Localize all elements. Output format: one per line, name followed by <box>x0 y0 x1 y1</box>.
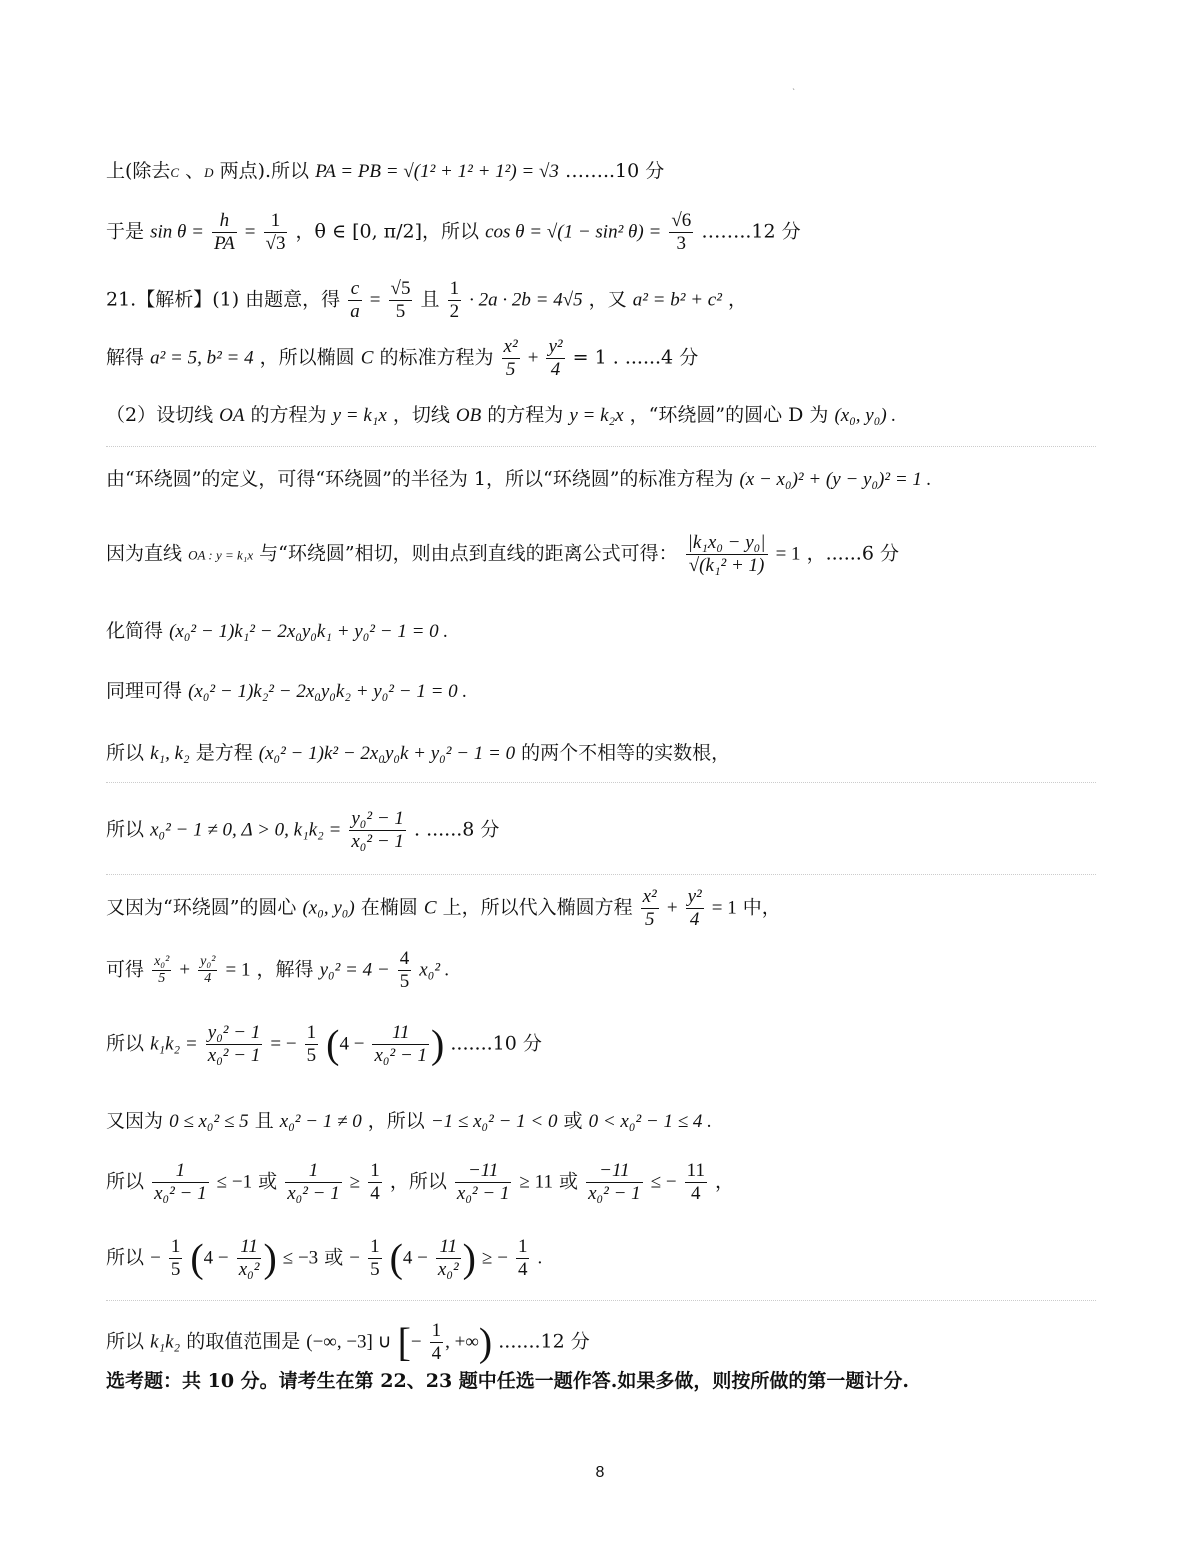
line-6 <box>106 470 931 489</box>
fraction: $\frac{1}{\text{x₀² − 1}}$ <box>287 1160 340 1204</box>
line-13: 可得 $\frac{\text{x₀²}}{5}$ + $\frac{\text{y₀²}}{4}$ = 1 ，解得 y₀² = 4 − $\frac{4}{5}$ x₀² . <box>106 948 450 992</box>
fraction: $\frac{1}{5}$ <box>370 1236 380 1280</box>
math: (x₀, y₀) . <box>834 405 897 426</box>
fraction: $\frac{√6}{3}$ <box>671 210 692 254</box>
text: 上，所以代入椭圆方程 <box>442 896 633 919</box>
math: sin θ = <box>150 221 204 243</box>
line-1 <box>106 162 664 181</box>
math: , +∞ <box>445 1331 479 1353</box>
text: 可得 <box>106 958 145 981</box>
text: ， <box>715 1170 735 1193</box>
fraction: $\frac{h}{PA}$ <box>213 210 235 254</box>
fraction: $\frac{-11}{\text{x₀² − 1}}$ <box>588 1160 641 1204</box>
text: 上(除去 <box>106 160 171 182</box>
math: − <box>150 1247 161 1269</box>
text: 所以 <box>106 742 145 764</box>
line-5 <box>106 406 896 425</box>
text: 在椭圆 <box>360 896 418 919</box>
math: OA : y = k₁x <box>188 547 254 563</box>
text: 的两个不相等的实数根， <box>521 742 731 764</box>
math: k₁k₂ <box>150 1331 181 1353</box>
top-mark: ` <box>792 88 796 97</box>
fraction: $\frac{1}{2}$ <box>449 278 460 322</box>
math: (x − x₀)² + (y − y₀)² = 1 . <box>739 469 932 490</box>
fraction: $\frac{\text{y²}}{4}$ <box>687 886 702 930</box>
line-12: 又因为“环绕圆”的圆心 (x₀, y₀) 在椭圆 C 上，所以代入椭圆方程 $\frac{\text{x²}}{5}$ + $\frac{\text{y²}}{4}$ = 1 中， <box>106 886 781 930</box>
math: y₀² = 4 − <box>319 959 390 981</box>
text: ，切线 <box>392 404 450 426</box>
text: 或 <box>563 1110 583 1132</box>
line-11 <box>106 808 499 853</box>
score-note: .......10 分 <box>450 1032 542 1055</box>
fraction: $\frac{\text{y₀² − 1}}{\text{x₀² − 1}}$ <box>351 808 404 852</box>
text: 又因为 <box>106 1110 164 1132</box>
text: 由“环绕圆”的定义，可得“环绕圆”的半径为 1，所以“环绕圆”的标准方程为 <box>106 468 734 490</box>
text: 或 <box>258 1170 278 1193</box>
math: 0 < x₀² − 1 ≤ 4 . <box>588 1111 712 1132</box>
text: ，又 <box>588 288 627 311</box>
math: (x₀² − 1)k₂² − 2x₀y₀k₂ + y₀² − 1 = 0 . <box>188 681 468 702</box>
text: 的方程为 <box>250 404 327 426</box>
math: k₁, k₂ <box>150 743 190 764</box>
text: 所以 <box>106 1032 145 1055</box>
text: 、 <box>179 160 205 182</box>
text: 或 <box>559 1170 579 1193</box>
line-2: 于是 sin θ = $\frac{h}{PA}$ = $\frac{1}{√3}$ ，θ ∈ [0, π/2]，所以 cos θ = √(1 − sin² θ) = $\frac{√6}{3}$ ……..12 分 <box>106 210 801 254</box>
math: (x₀² − 1)k₁² − 2x₀y₀k₁ + y₀² − 1 = 0 . <box>169 621 449 642</box>
score-note: ，......6 分 <box>806 542 899 565</box>
fraction: $\frac{1}{4}$ <box>370 1160 380 1204</box>
math: D <box>204 165 214 180</box>
math: ≤ −1 <box>216 1171 253 1193</box>
text: 且 <box>420 288 440 311</box>
line-14: 所以 k₁k₂ = $\frac{\text{y₀² − 1}}{\text{x₀² − 1}}$ = − $\frac{1}{5}$ (4 − $\frac{11}{\text{x₀² − 1}}$ ) .......10 分 <box>106 1021 542 1067</box>
score-note: .......12 分 <box>498 1330 590 1353</box>
math: −1 ≤ x₀² − 1 < 0 <box>430 1111 558 1132</box>
fraction: $\frac{\text{x₀²}}{5}$ <box>154 953 170 986</box>
math: OA <box>219 405 245 426</box>
fraction: $\frac{1}{4}$ <box>431 1320 442 1364</box>
fraction: $\frac{\text{x²}}{5}$ <box>642 886 657 930</box>
text: 同理可得 <box>106 680 183 702</box>
q21-line: 21.【解析】(1) 由题意，得 $\frac{c}{a}$ = $\frac{√5}{5}$ 且 $\frac{1}{2}$ · 2a · 2b = 4√5 ，又 a² = b² + c² ， <box>106 278 747 322</box>
text: ，所以椭圆 <box>259 346 355 369</box>
score-note: = 1 . ......4 分 <box>572 346 699 369</box>
fraction: $\frac{-11}{\text{x₀² − 1}}$ <box>456 1160 510 1204</box>
math: y = k₁x <box>332 405 387 426</box>
fraction: $\frac{4}{5}$ <box>399 948 410 992</box>
fraction: $\frac{11}{\text{x₀² − 1}}$ <box>374 1022 428 1066</box>
math: (x₀, y₀) <box>302 897 355 919</box>
line-15 <box>106 1112 712 1131</box>
text: 的方程为 <box>487 404 564 426</box>
math: C <box>360 347 374 369</box>
text: 中， <box>742 896 781 919</box>
math: y = k₂x <box>569 405 624 426</box>
line-10 <box>106 744 730 763</box>
math: ≥ − <box>482 1247 508 1269</box>
text: 的取值范围是 <box>186 1330 301 1353</box>
math: x₀² . <box>419 959 450 981</box>
math: k₁k₂ = <box>150 1033 198 1055</box>
divider <box>106 874 1096 875</box>
fraction: $\frac{11}{4}$ <box>686 1160 705 1204</box>
line-8 <box>106 622 448 641</box>
math: x₀² − 1 ≠ 0, Δ > 0, k₁k₂ = <box>150 819 342 841</box>
math: = 1 <box>775 543 801 565</box>
math: = 1 <box>711 897 737 919</box>
fraction: $\frac{1}{5}$ <box>170 1236 181 1280</box>
text: 与“环绕圆”相切，则由点到直线的距离公式可得： <box>259 542 678 565</box>
math: 4 − <box>402 1247 428 1269</box>
line-17: 所以 − $\frac{1}{5}$ (4 − $\frac{11}{\text{x₀²}}$ ) ≤ −3 或 − $\frac{1}{5}$ (4 − $\frac{11}{\text{x₀²}}$ ) ≥ − $\frac{1}{4}$ . <box>106 1235 543 1281</box>
page-number: 8 <box>595 1464 605 1481</box>
math: ≤ −3 <box>282 1247 319 1269</box>
text: 所以 <box>106 818 145 841</box>
text: ， <box>727 288 747 311</box>
fraction: $\frac{1}{\text{x₀² − 1}}$ <box>154 1160 207 1204</box>
math: = − <box>270 1033 297 1055</box>
math: (x₀² − 1)k² − 2x₀y₀k + y₀² − 1 = 0 <box>258 743 516 764</box>
fraction: $\frac{c}{a}$ <box>350 278 360 322</box>
math: 4 − <box>339 1033 365 1055</box>
math: · 2a · 2b = 4√5 <box>469 289 583 311</box>
fraction: $\frac{11}{\text{x₀²}}$ <box>437 1236 459 1280</box>
text: ，所以 <box>389 1170 447 1193</box>
line-9 <box>106 682 467 701</box>
math: − <box>349 1247 361 1269</box>
fraction: $\frac{√5}{5}$ <box>390 278 411 322</box>
math: ≤ − <box>650 1171 677 1193</box>
fraction: $\frac{1}{√3}$ <box>265 210 286 254</box>
math: a² = b² + c² <box>632 289 722 311</box>
score-note: ……..12 分 <box>701 220 801 243</box>
fraction: $\frac{1}{5}$ <box>306 1022 317 1066</box>
fraction: $\frac{11}{\text{x₀²}}$ <box>238 1236 260 1280</box>
fraction: $\frac{\text{|k₁x₀ − y₀|}}{\text{√(k₁² + 1)}}$ <box>687 532 766 576</box>
text: 所以 <box>106 1246 145 1269</box>
text: 因为直线 <box>106 542 183 565</box>
text: 的标准方程为 <box>379 346 494 369</box>
score-note: ……..10 分 <box>564 160 665 182</box>
fraction: $\frac{\text{y₀² − 1}}{\text{x₀² − 1}}$ <box>207 1022 261 1066</box>
text: 所以 <box>106 1330 145 1353</box>
fraction: $\frac{\text{x²}}{5}$ <box>503 336 518 380</box>
divider <box>106 1300 1096 1301</box>
math: . <box>537 1247 543 1269</box>
math-pa-pb: PA = PB = √(1² + 1² + 1²) = √3 <box>315 161 559 182</box>
math: C <box>423 897 437 919</box>
divider <box>106 782 1096 783</box>
text: 或 <box>324 1246 344 1269</box>
math: 4 − <box>203 1247 229 1269</box>
math: ≥ 11 <box>519 1171 553 1193</box>
divider <box>106 446 1096 447</box>
text: 且 <box>254 1110 274 1132</box>
fraction: $\frac{\text{y²}}{4}$ <box>548 336 563 380</box>
text: 两点).所以 <box>213 160 310 182</box>
text: ，θ ∈ [0, π/2]，所以 <box>295 220 480 243</box>
math: 0 ≤ x₀² ≤ 5 <box>169 1111 249 1132</box>
math: (−∞, −3] ∪ <box>306 1331 392 1353</box>
math: OB <box>455 405 482 426</box>
math: cos θ = √(1 − sin² θ) = <box>485 221 662 243</box>
text: 21.【解析】(1) 由题意，得 <box>106 288 341 311</box>
math: x₀² − 1 ≠ 0 <box>279 1111 362 1132</box>
fraction: $\frac{1}{4}$ <box>517 1236 528 1280</box>
text: （2）设切线 <box>106 404 214 426</box>
fraction: $\frac{\text{y₀²}}{4}$ <box>200 953 216 986</box>
math: C <box>170 165 180 180</box>
math: ≥ <box>349 1171 361 1193</box>
elective-note <box>106 1372 909 1391</box>
math: = 1 <box>225 959 251 981</box>
text: 又因为“环绕圆”的圆心 <box>106 896 297 919</box>
math: a² = 5, b² = 4 <box>150 347 254 369</box>
math: − <box>410 1331 422 1353</box>
text: ，“环绕圆”的圆心 D 为 <box>629 404 829 426</box>
text: 所以 <box>106 1170 145 1193</box>
text: ，解得 <box>256 958 314 981</box>
text: 选考题：共 10 分。请考生在第 22、23 题中任选一题作答.如果多做，则按所做的第一题计分. <box>106 1370 910 1392</box>
text: 化简得 <box>106 620 164 642</box>
line-16 <box>106 1160 734 1205</box>
line-4: 解得 a² = 5, b² = 4 ，所以椭圆 C 的标准方程为 $\frac{\text{x²}}{5}$ + $\frac{\text{y²}}{4}$ = 1 . ......4 分 <box>106 336 699 380</box>
text: 于是 <box>106 220 145 243</box>
text: ，所以 <box>367 1110 425 1132</box>
score-note: . ......8 分 <box>413 818 500 841</box>
text: 解得 <box>106 346 145 369</box>
line-7 <box>106 532 899 577</box>
text: 是方程 <box>195 742 253 764</box>
line-18: 所以 k₁k₂ 的取值范围是 (−∞, −3] ∪ [− $\frac{1}{4}$ , +∞) .......12 分 <box>106 1319 590 1365</box>
